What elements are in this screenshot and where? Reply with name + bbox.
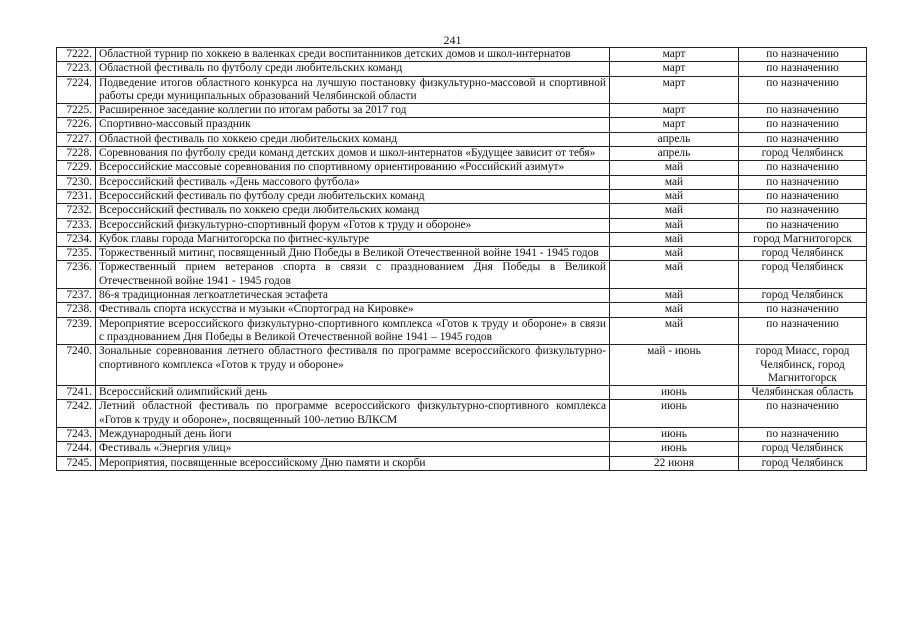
event-place: по назначению <box>739 132 867 146</box>
event-date: июнь <box>610 400 739 428</box>
row-number: 7242. <box>57 400 96 428</box>
event-name: Всероссийский фестиваль по хоккею среди любительских команд <box>96 204 610 218</box>
row-number: 7241. <box>57 386 96 400</box>
row-number: 7245. <box>57 456 96 470</box>
table-row <box>57 218 867 232</box>
event-date: март <box>610 62 739 76</box>
table-row <box>57 161 867 175</box>
event-name: Международный день йоги <box>96 428 610 442</box>
row-number: 7239. <box>57 317 96 345</box>
event-place: город Челябинск <box>739 147 867 161</box>
table-row <box>57 132 867 146</box>
event-name: Кубок главы города Магнитогорска по фитнес-культуре <box>96 232 610 246</box>
row-number: 7243. <box>57 428 96 442</box>
event-name: Областной фестиваль по хоккею среди любительских команд <box>96 132 610 146</box>
event-date: май <box>610 317 739 345</box>
event-place: по назначению <box>739 204 867 218</box>
event-name: Всероссийский фестиваль по футболу среди любительских команд <box>96 189 610 203</box>
table-row <box>57 118 867 132</box>
event-place: город Челябинск <box>739 247 867 261</box>
row-number: 7240. <box>57 345 96 386</box>
row-number: 7235. <box>57 247 96 261</box>
event-date: июнь <box>610 428 739 442</box>
event-place: город Челябинск <box>739 261 867 289</box>
events-table <box>56 47 867 471</box>
event-name: Спортивно-массовый праздник <box>96 118 610 132</box>
event-date: март <box>610 118 739 132</box>
table-row <box>57 442 867 456</box>
event-place: по назначению <box>739 62 867 76</box>
event-place: по назначению <box>739 76 867 104</box>
row-number: 7222. <box>57 48 96 62</box>
row-number: 7231. <box>57 189 96 203</box>
table-row <box>57 62 867 76</box>
event-name: Мероприятие всероссийского физкультурно-спортивного комплекса «Готов к труду и обороне» в связи с празднованием Дня Победы в Великой Отечественной войне 1941 – 1945 годов <box>96 317 610 345</box>
event-name: Всероссийский физкультурно-спортивный форум «Готов к труду и обороне» <box>96 218 610 232</box>
table-row <box>57 289 867 303</box>
event-date: май <box>610 218 739 232</box>
event-name: Летний областной фестиваль по программе всероссийского физкультурно-спортивного комплекса «Готов к труду и обороне», посвященный 100-летию ВЛКСМ <box>96 400 610 428</box>
event-place: по назначению <box>739 48 867 62</box>
event-place: по назначению <box>739 104 867 118</box>
row-number: 7228. <box>57 147 96 161</box>
row-number: 7226. <box>57 118 96 132</box>
table-row <box>57 400 867 428</box>
table-row <box>57 247 867 261</box>
event-date: май <box>610 175 739 189</box>
event-date: май <box>610 289 739 303</box>
table-row <box>57 386 867 400</box>
table-row <box>57 204 867 218</box>
event-date: май - июнь <box>610 345 739 386</box>
event-date: май <box>610 247 739 261</box>
event-place: по назначению <box>739 218 867 232</box>
event-date: май <box>610 204 739 218</box>
table-row <box>57 76 867 104</box>
event-date: май <box>610 232 739 246</box>
table-row <box>57 104 867 118</box>
event-name: Фестиваль спорта искусства и музыки «Спортоград на Кировке» <box>96 303 610 317</box>
table-row <box>57 456 867 470</box>
row-number: 7225. <box>57 104 96 118</box>
event-place: по назначению <box>739 118 867 132</box>
event-place: город Челябинск <box>739 289 867 303</box>
event-date: апрель <box>610 132 739 146</box>
event-date: март <box>610 104 739 118</box>
event-name: Зональные соревнования летнего областного фестиваля по программе всероссийского физкультурно-спортивного комплекса «Готов к труду и обороне» <box>96 345 610 386</box>
event-date: май <box>610 303 739 317</box>
event-date: июнь <box>610 386 739 400</box>
event-date: май <box>610 189 739 203</box>
event-place: по назначению <box>739 303 867 317</box>
event-name: Областной фестиваль по футболу среди любительских команд <box>96 62 610 76</box>
table-row <box>57 303 867 317</box>
event-date: май <box>610 161 739 175</box>
table-row <box>57 147 867 161</box>
event-place: по назначению <box>739 317 867 345</box>
row-number: 7238. <box>57 303 96 317</box>
row-number: 7224. <box>57 76 96 104</box>
row-number: 7237. <box>57 289 96 303</box>
event-name: Расширенное заседание коллегии по итогам работы за 2017 год <box>96 104 610 118</box>
table-row <box>57 345 867 386</box>
row-number: 7234. <box>57 232 96 246</box>
event-place: по назначению <box>739 161 867 175</box>
events-table-body <box>57 48 867 471</box>
table-row <box>57 175 867 189</box>
event-name: Всероссийский фестиваль «День массового футбола» <box>96 175 610 189</box>
event-name: Торжественный митинг, посвященный Дню Победы в Великой Отечественной войне 1941 - 1945 годов <box>96 247 610 261</box>
table-row <box>57 48 867 62</box>
row-number: 7227. <box>57 132 96 146</box>
table-row <box>57 317 867 345</box>
event-place: по назначению <box>739 400 867 428</box>
row-number: 7229. <box>57 161 96 175</box>
event-name: Всероссийский олимпийский день <box>96 386 610 400</box>
event-name: Фестиваль «Энергия улиц» <box>96 442 610 456</box>
event-place: город Челябинск <box>739 456 867 470</box>
table-row <box>57 232 867 246</box>
event-place: по назначению <box>739 428 867 442</box>
event-place: по назначению <box>739 189 867 203</box>
event-date: 22 июня <box>610 456 739 470</box>
event-date: март <box>610 48 739 62</box>
row-number: 7244. <box>57 442 96 456</box>
event-place: Челябинская область <box>739 386 867 400</box>
row-number: 7223. <box>57 62 96 76</box>
event-name: Подведение итогов областного конкурса на лучшую постановку физкультурно-массовой и спортивной работы среди муниципальных образований Челябинской области <box>96 76 610 104</box>
row-number: 7233. <box>57 218 96 232</box>
event-date: апрель <box>610 147 739 161</box>
event-name: Соревнования по футболу среди команд детских домов и школ-интернатов «Будущее зависит от тебя» <box>96 147 610 161</box>
event-place: город Миасс, город Челябинск, город Магнитогорск <box>739 345 867 386</box>
page-number: 241 <box>443 33 462 47</box>
event-date: июнь <box>610 442 739 456</box>
table-row <box>57 428 867 442</box>
event-place: город Магнитогорск <box>739 232 867 246</box>
event-name: 86-я традиционная легкоатлетическая эстафета <box>96 289 610 303</box>
event-name: Мероприятия, посвященные всероссийскому Дню памяти и скорби <box>96 456 610 470</box>
event-place: по назначению <box>739 175 867 189</box>
table-row <box>57 261 867 289</box>
event-name: Всероссийские массовые соревнования по спортивному ориентированию «Российский азимут» <box>96 161 610 175</box>
table-row <box>57 189 867 203</box>
row-number: 7230. <box>57 175 96 189</box>
row-number: 7236. <box>57 261 96 289</box>
event-name: Областной турнир по хоккею в валенках среди воспитанников детских домов и школ-интернатов <box>96 48 610 62</box>
event-date: март <box>610 76 739 104</box>
event-date: май <box>610 261 739 289</box>
event-place: город Челябинск <box>739 442 867 456</box>
event-name: Торжественный прием ветеранов спорта в связи с празднованием Дня Победы в Великой Отечественной войне 1941 - 1945 годов <box>96 261 610 289</box>
row-number: 7232. <box>57 204 96 218</box>
